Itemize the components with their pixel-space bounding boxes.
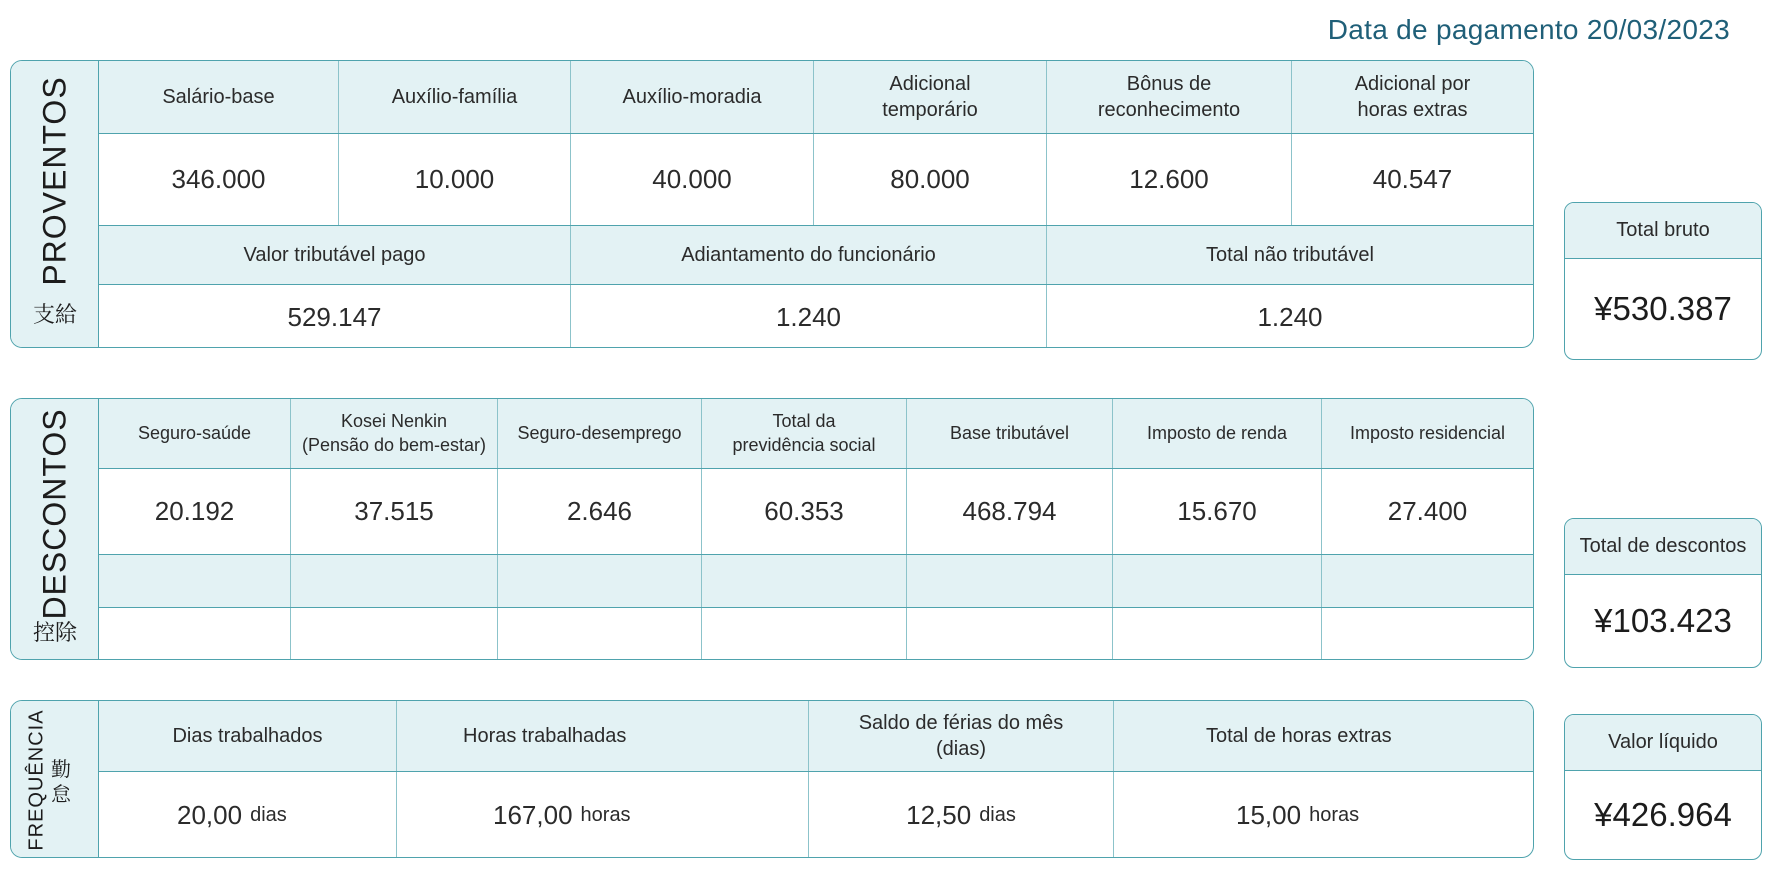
header-total-overtime: Total de horas extras: [1113, 701, 1533, 771]
hours-worked-number: 167,00: [493, 800, 573, 830]
empty-cell: [497, 608, 701, 660]
header-family-allowance: Auxílio-família: [338, 61, 570, 133]
earnings-grid: [99, 61, 1533, 347]
header-kosei-nenkin: Kosei Nenkin (Pensão do bem-estar): [290, 399, 497, 468]
deductions-total-value: ¥103.423: [1594, 602, 1732, 639]
value-days-worked: [99, 772, 396, 858]
earnings-title-jp: 支給: [32, 303, 77, 328]
header-residential-tax: Imposto residencial: [1321, 399, 1533, 468]
value-income-tax: 15.670: [1112, 469, 1321, 554]
earnings-title: PROVENTOS: [36, 76, 73, 286]
header-income-tax: Imposto de renda: [1112, 399, 1321, 468]
attendance-header-row: [99, 701, 1533, 772]
value-social-security-total: 60.353: [701, 469, 906, 554]
value-employee-advance: 1.240: [570, 285, 1046, 348]
gross-total-value: ¥530.387: [1594, 290, 1732, 327]
empty-cell: [701, 555, 906, 607]
empty-cell: [906, 608, 1112, 660]
value-health-insurance: 20.192: [154, 496, 235, 526]
value-family-allowance: 10.000: [338, 134, 570, 225]
attendance-title: FREQUÊNCIA: [25, 709, 48, 851]
earnings-subvalue-row: [99, 285, 1533, 348]
payment-date: Data de pagamento 20/03/2023: [1327, 14, 1730, 45]
vacation-balance-number: 12,50: [906, 800, 972, 830]
header-housing-allowance: Auxílio-moradia: [570, 61, 813, 133]
header-vacation-balance: Saldo de férias do mês (dias): [808, 701, 1113, 771]
deductions-section: [10, 398, 1534, 660]
empty-cell: [1112, 555, 1321, 607]
header-unemployment-insurance: Seguro-desemprego: [497, 399, 701, 468]
vacation-balance-unit: dias: [979, 804, 1016, 826]
value-taxable-paid: 529.147: [287, 301, 382, 332]
net-total-label: Valor líquido: [1565, 715, 1761, 771]
attendance-side-label: [11, 701, 99, 857]
header-health-insurance: Seguro-saúde: [137, 422, 252, 443]
empty-cell: [497, 555, 701, 607]
header-social-security-total: Total da previdência social: [701, 399, 906, 468]
header-hours-worked: Horas trabalhadas: [396, 701, 808, 771]
attendance-section: [10, 700, 1534, 858]
header-overtime-allowance: Adicional por horas extras: [1291, 61, 1533, 133]
value-temporary-allowance: 80.000: [813, 134, 1046, 225]
attendance-value-row: [99, 772, 1533, 858]
header-temporary-allowance: Adicional temporário: [813, 61, 1046, 133]
net-total-box: [1564, 714, 1762, 860]
value-vacation-balance: [808, 772, 1113, 858]
earnings-side-label: [11, 61, 99, 347]
header-base-salary: Salário-base: [162, 86, 275, 108]
earnings-subheader-row: [99, 226, 1533, 285]
hours-worked-unit: horas: [580, 804, 631, 826]
earnings-value-row: [99, 134, 1533, 226]
earnings-section: [10, 60, 1534, 348]
value-residential-tax: 27.400: [1321, 469, 1533, 554]
empty-cell: [290, 608, 497, 660]
value-non-taxable-total: 1.240: [1046, 285, 1533, 348]
days-worked-number: 20,00: [177, 800, 243, 830]
header-taxable-paid: Valor tributável pago: [243, 244, 426, 266]
deductions-title: DESCONTOS: [36, 408, 73, 620]
deductions-total-box: [1564, 518, 1762, 668]
value-base-salary: 346.000: [171, 164, 266, 194]
attendance-title-jp: 勤 怠: [51, 757, 71, 806]
deductions-total-label: Total de descontos: [1565, 519, 1761, 575]
value-taxable-base: 468.794: [906, 469, 1112, 554]
header-employee-advance: Adiantamento do funcionário: [570, 226, 1046, 284]
empty-cell: [1321, 608, 1533, 660]
deductions-value-row: [99, 469, 1533, 555]
deductions-side-label: [11, 399, 99, 659]
gross-total-label: Total bruto: [1565, 203, 1761, 259]
total-overtime-number: 15,00: [1236, 800, 1302, 830]
header-recognition-bonus: Bônus de reconhecimento: [1046, 61, 1291, 133]
days-worked-unit: dias: [250, 804, 287, 826]
value-unemployment-insurance: 2.646: [497, 469, 701, 554]
empty-cell: [906, 555, 1112, 607]
attendance-grid: [99, 701, 1533, 857]
deductions-header-row: [99, 399, 1533, 469]
value-housing-allowance: 40.000: [570, 134, 813, 225]
deductions-empty-header-row: [99, 555, 1533, 608]
empty-cell: [99, 555, 290, 607]
value-kosei-nenkin: 37.515: [290, 469, 497, 554]
header-days-worked: Dias trabalhados: [172, 725, 323, 747]
empty-cell: [1112, 608, 1321, 660]
earnings-header-row: [99, 61, 1533, 134]
empty-cell: [99, 608, 290, 660]
value-hours-worked: [396, 772, 808, 858]
empty-cell: [1321, 555, 1533, 607]
empty-cell: [290, 555, 497, 607]
header-non-taxable-total: Total não tributável: [1046, 226, 1533, 284]
header-taxable-base: Base tributável: [906, 399, 1112, 468]
deductions-grid: [99, 399, 1533, 659]
value-total-overtime: [1113, 772, 1533, 858]
total-overtime-unit: horas: [1309, 804, 1360, 826]
gross-total-box: [1564, 202, 1762, 360]
value-recognition-bonus: 12.600: [1046, 134, 1291, 225]
deductions-title-jp: 控除: [32, 621, 77, 646]
empty-cell: [701, 608, 906, 660]
net-total-value: ¥426.964: [1594, 796, 1732, 833]
deductions-empty-value-row: [99, 608, 1533, 660]
value-overtime-allowance: 40.547: [1291, 134, 1533, 225]
